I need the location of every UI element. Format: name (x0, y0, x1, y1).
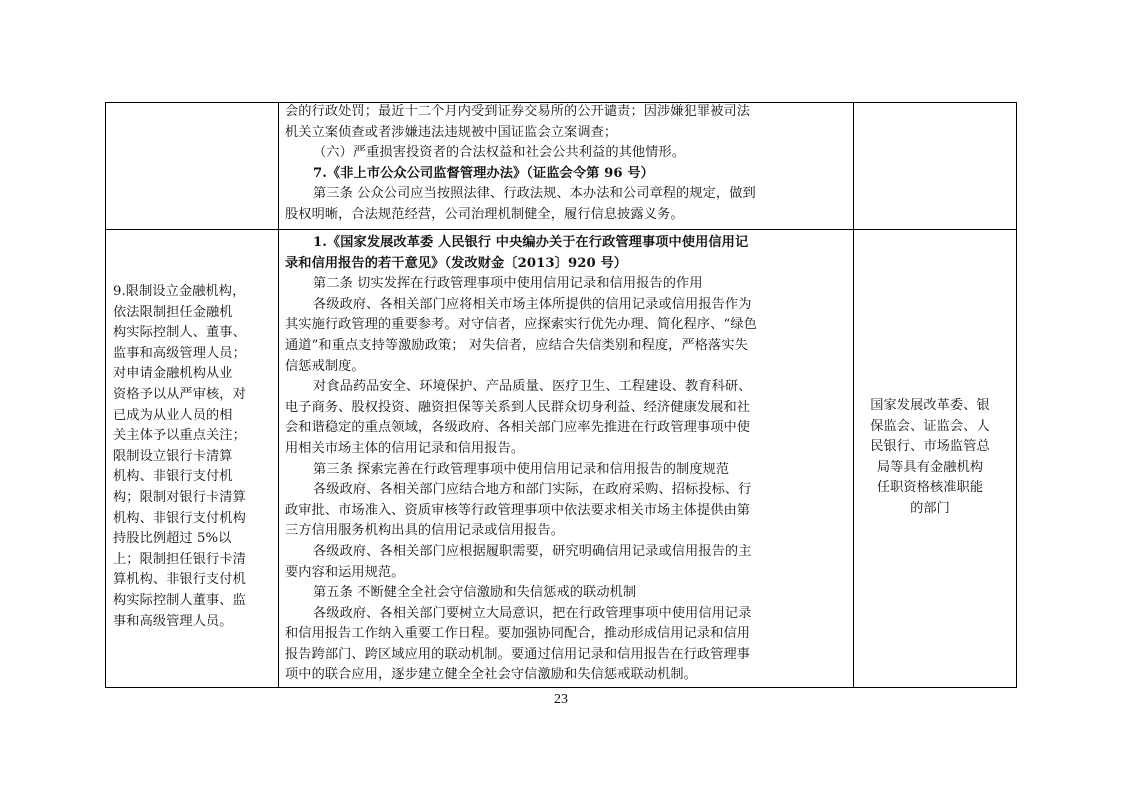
cell-text-line: 机构、非银行支付机构 (113, 510, 246, 526)
cell-text-line: 算机构、非银行支付机 (113, 572, 246, 588)
cell-text-line: 对申请金融机构从业 (113, 366, 233, 382)
cell-text-line: 1.《国家发展改革委 人民银行 中央编办关于在行政管理事项中使用信用记 (313, 235, 749, 250)
cell-text-line: 用相关市场主体的信用记录和信用报告。 (285, 440, 525, 456)
cell-text-line: 已成为从业人员的相 (113, 407, 233, 423)
cell-text-line: 上；限制担任银行卡清 (113, 551, 246, 567)
cell-text-line: 各级政府、各相关部门应将相关市场主体所提供的信用记录或信用报告作为 (313, 296, 752, 312)
cell-text-line: 第三条 公众公司应当按照法律、行政法规、本办法和公司章程的规定，做到 (313, 186, 756, 202)
cell-text-line: 构实际控制人董事、监 (113, 592, 246, 608)
cell-text-line: 三方信用服务机构出具的信用记录或信用报告。 (285, 523, 565, 539)
cell-text-line: 构；限制对银行卡清算 (113, 489, 246, 505)
cell-text-line: 7.《非上市公众公司监督管理办法》（证监会令第 96 号） (313, 165, 654, 181)
row-2-measure-cell (113, 282, 273, 632)
cell-text-line: 第五条 不断健全全社会守信激励和失信惩戒的联动机制 (313, 585, 637, 601)
row-1-content-cell (285, 102, 847, 226)
cell-text-line: 机构、非银行支付机 (113, 469, 233, 485)
cell-text-line: 各级政府、各相关部门应根据履职需要，研究明确信用记录或信用报告的主 (313, 543, 752, 559)
cell-text-line: 要内容和运用规范。 (285, 564, 405, 580)
column-divider-2 (853, 102, 854, 688)
row-2-department-cell (856, 396, 1004, 520)
cell-text-line: 报告跨部门、跨区域应用的联动机制。要通过信用记录和信用报告在行政管理事 (285, 646, 751, 662)
cell-text-line: 9.限制设立金融机构， (113, 284, 246, 299)
column-divider-1 (278, 102, 279, 688)
cell-text-line: （六）严重损害投资者的合法权益和社会公共利益的其他情形。 (313, 145, 686, 161)
cell-text-line: 会和谐稳定的重点领域，各级政府、各相关部门应率先推进在行政管理事项中使 (285, 420, 751, 436)
cell-text-line: 依法限制担任金融机 (113, 304, 233, 320)
row-2-content-cell (285, 233, 847, 686)
cell-text-line: 民银行、市场监管总 (870, 439, 990, 455)
row-divider (105, 229, 1017, 230)
cell-text-line: 局等具有金融机构 (876, 459, 984, 475)
cell-text-line: 任职资格核准职能 (876, 480, 984, 496)
cell-text-line: 信惩戒制度。 (285, 358, 365, 374)
cell-text-line: 第三条 探索完善在行政管理事项中使用信用记录和信用报告的制度规范 (313, 461, 730, 477)
cell-text-line: 通道”和重点支持等激励政策； 对失信者，应结合失信类别和程度，严格落实失 (285, 337, 748, 353)
cell-text-line: 其实施行政管理的重要参考。对守信者，应探索实行优先办理、简化程序、“绿色 (285, 317, 757, 333)
cell-text-line: 政审批、市场准入、资质审核等行政管理事项中依法要求相关市场主体提供由第 (285, 502, 751, 518)
cell-text-line: 资格予以从严审核，对 (113, 386, 246, 402)
cell-text-line: 监事和高级管理人员； (113, 345, 246, 361)
cell-text-line: 会的行政处罚；最近十二个月内受到证券交易所的公开谴责；因涉嫌犯罪被司法 (285, 104, 751, 119)
cell-text-line: 项中的联合应用，逐步建立健全全社会守信激励和失信惩戒联动机制。 (285, 667, 697, 683)
cell-text-line: 对食品药品安全、环境保护、产品质量、医疗卫生、工程建设、教育科研、 (313, 379, 752, 395)
cell-text-line: 关主体予以重点关注； (113, 428, 246, 444)
cell-text-line: 的部门 (910, 500, 950, 516)
cell-text-line: 限制设立银行卡清算 (113, 448, 233, 464)
cell-text-line: 各级政府、各相关部门要树立大局意识，把在行政管理事项中使用信用记录 (313, 605, 752, 621)
table-left-border (105, 102, 106, 688)
table-bottom-border (105, 687, 1017, 688)
cell-text-line: 各级政府、各相关部门应结合地方和部门实际，在政府采购、招标投标、行 (313, 482, 752, 498)
cell-text-line: 事和高级管理人员。 (113, 613, 233, 629)
cell-text-line: 国家发展改革委、银 (870, 398, 990, 413)
cell-text-line: 电子商务、股权投资、融资担保等关系到人民群众切身利益、经济健康发展和社 (285, 399, 751, 415)
cell-text-line: 和信用报告工作纳入重要工作日程。要加强协同配合，推动形成信用记录和信用 (285, 626, 751, 642)
cell-text-line: 机关立案侦查或者涉嫌违法违规被中国证监会立案调查； (285, 124, 618, 140)
cell-text-line: 持股比例超过 5%以 (113, 531, 232, 547)
page-number: 23 (554, 692, 568, 707)
cell-text-line: 构实际控制人、董事、 (113, 325, 246, 341)
cell-text-line: 第二条 切实发挥在行政管理事项中使用信用记录和信用报告的作用 (313, 276, 703, 292)
cell-text-line: 股权明晰，合法规范经营，公司治理机制健全，履行信息披露义务。 (285, 206, 684, 222)
cell-text-line: 保监会、证监会、人 (870, 418, 990, 434)
table-right-border (1016, 102, 1017, 688)
cell-text-line: 录和信用报告的若干意见》（发改财金〔2013〕920 号） (285, 255, 628, 271)
